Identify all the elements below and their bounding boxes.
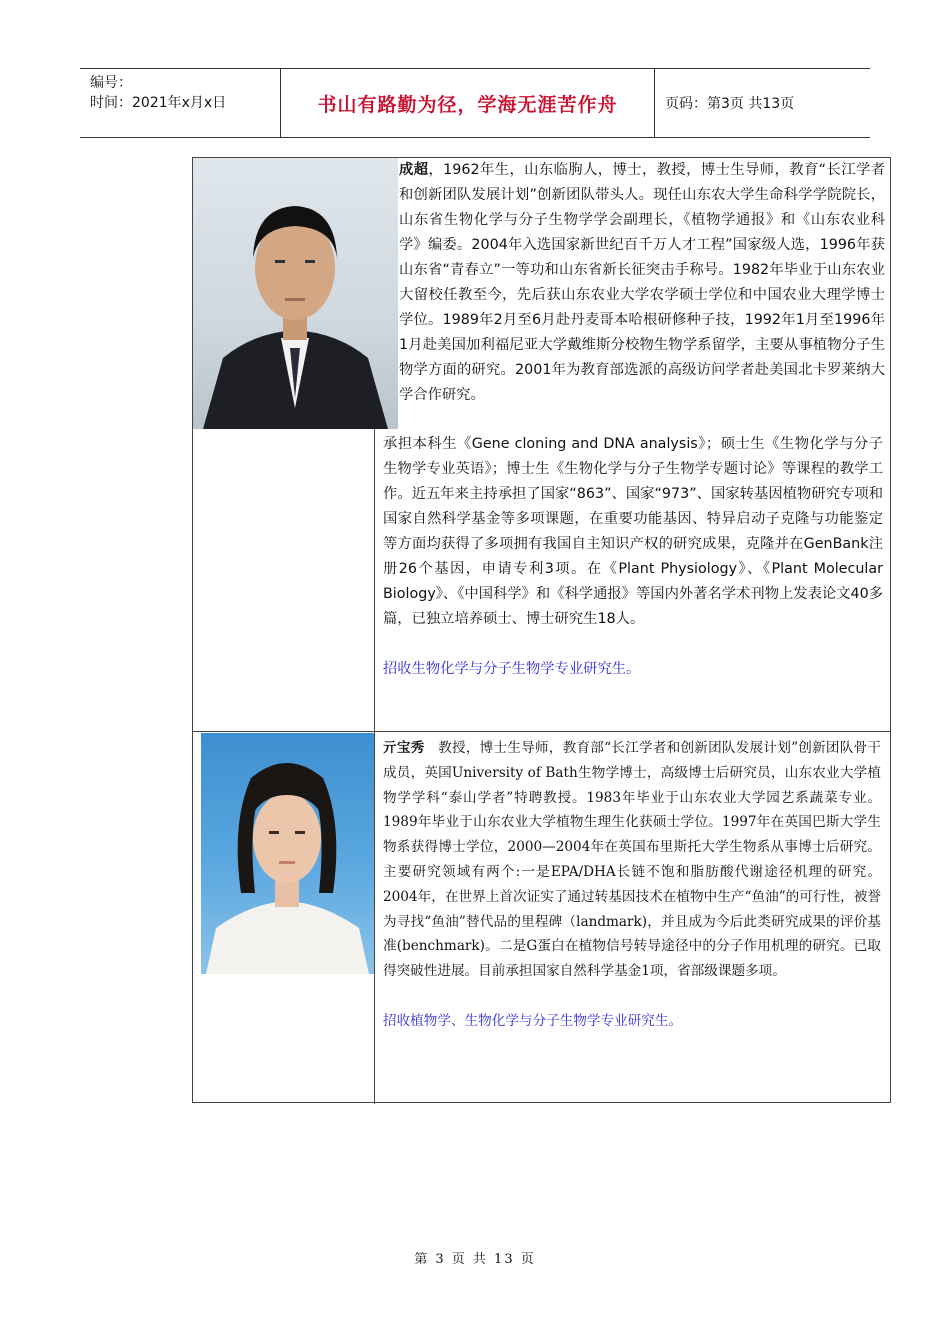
time-label: 时间：2021年x月x日 [90,95,227,111]
page-header [80,68,870,138]
profile-1-name: 成超 [399,162,429,178]
row-divider [193,731,890,732]
profile-2-bio-text: 教授，博士生导师，教育部“长江学者和创新团队发展计划”创新团队骨干成员，英国University of Bath生物学博士，高级博士后研究员，山东农业大学植物学学科“泰山学者”特聘教授。1983年毕业于山东农业大学园艺系蔬菜专业。1989年毕业于山东农业大学植物生理生化获硕士学位。1997年在英国巴斯大学生物系获得博士学位，2000—2004年在英国布里斯托大学生物系从事博士后研究。主要研究领域有两个:一是EPA/DHA长链不饱和脂肪酸代谢途径机理的研究。2004年，在世界上首次证实了通过转基因技术在植物中生产“鱼油”的可行性，被誉为寻找“鱼油”替代品的里程碑（landmark)，并且成为今后此类研究成果的评价基准(benchmark)。二是G蛋白在植物信号转导途径中的分子作用机理的研究。已取得突破性进展。目前承担国家自然科学基金1项，省部级课题多项。 [383,740,882,980]
header-motto: 书山有路勤为径，学海无涯苦作舟 [280,69,655,137]
profile-table [192,157,891,1103]
header-page-label: 页码：第3页 共13页 [665,96,795,112]
portrait-photo-2 [201,733,374,974]
profile-1-bio-top-text: ，1962年生，山东临朐人，博士，教授，博士生导师，教育“长江学者和创新团队发展计划”创新团队带头人。现任山东农大学生命科学学院院长，山东省生物化学与分子生物学学会副理长，《植物学通报》和《山东农业科学》编委。2004年入选国家新世纪百千万人才工程”国家级人选，1996年获山东省“青春立”一等功和山东省新长征突击手称号。1982年毕业于山东农业大留校任教至今，先后获山东农业大学农学硕士学位和中国农业大理学博士学位。1989年2月至6月赴丹麦哥本哈根研修种子技，1992年1月至1996年1月赴美国加利福尼亚大学戴维斯分校物生物学系留学，主要从事植物分子生物学方面的研究。2001年为教育部选派的高级访问学者赴美国北卡罗莱纳大学合作研究。 [399,162,885,403]
header-meta [80,69,280,137]
profile-1-bio-bottom [383,432,883,682]
page-footer: 第 3 页 共 13 页 [414,1252,536,1267]
profile-2-bio [383,736,881,1034]
profile-2-name: 亓宝秀 [383,740,425,756]
profile-1-recruit: 招收生物化学与分子生物学专业研究生。 [383,661,641,677]
portrait-photo-1 [193,158,398,429]
profile-1-bio-bottom-text: 承担本科生《Gene cloning and DNA analysis》；硕士生《生物化学与分子生物学专业英语》；博士生《生物化学与分子生物学专题讨论》等课程的教学工作。近五年来主持承担了国家“863”、国家“973”、国家转基因植物研究专项和国家自然科学基金等多项课题，在重要功能基因、特异启动子克隆与功能鉴定等方面均获得了多项拥有我国自主知识产权的研究成果，克隆并在GenBank注册26个基因，申请专利3项。在《Plant Physiology》、《Plant Molecular Biology》、《中国科学》和《科学通报》等国内外著名学术刊物上发表论文40多篇，已独立培养硕士、博士研究生18人。 [383,436,883,627]
number-label: 编号： [90,75,132,91]
profile-1-bio-top [399,158,885,408]
column-divider [374,428,375,1104]
profile-2-recruit: 招收植物学、生物化学与分子生物学专业研究生。 [383,1012,683,1029]
